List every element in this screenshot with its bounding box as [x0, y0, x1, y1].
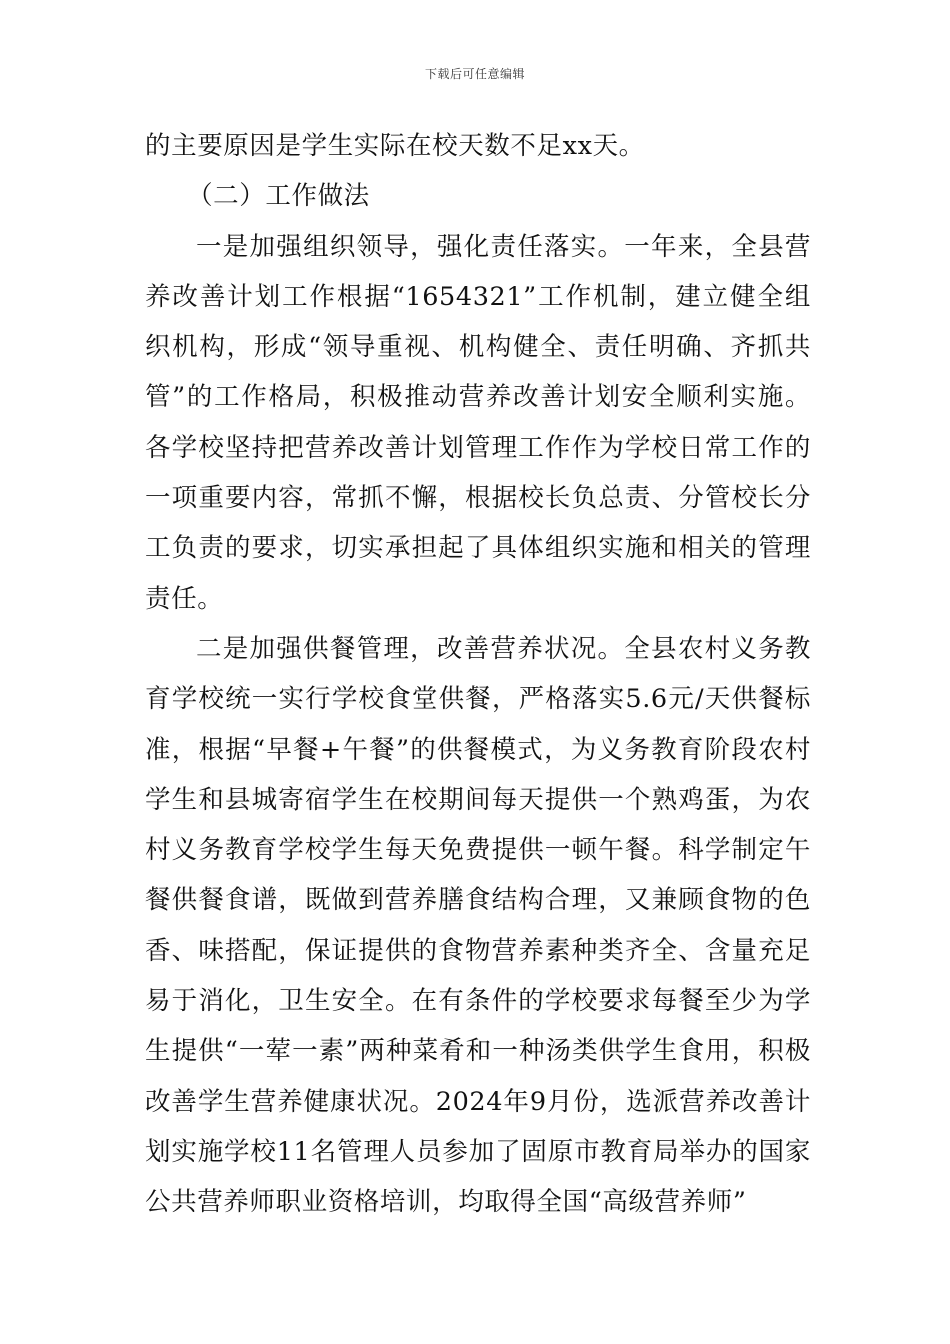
section-heading: （二）工作做法 — [187, 181, 370, 212]
page-header: 下载后可任意编辑 — [424, 67, 525, 81]
paragraph-continuation: 的主要原因是学生实际在校天数不足xx天。 — [145, 131, 645, 161]
paragraph-organization: 一是加强组织领导，强化责任落实。一年来，全县营养改善计划工作根据“1654321”工作机制，建立健全组织机构，形成“领导重视、机构健全、责任明确、齐抓共管”的工作格局，积极推动营养改善计划安全顺利实施。各学校坚持把营养改善计划管理工作作为学校日常工作的一项重要内容，常抓不懈，根据校长负总责、分管校长分工负责的要求，切实承担起了具体组织实施和相关的管理责任。 — [145, 231, 811, 614]
paragraph-meal-management: 二是加强供餐管理，改善营养状况。全县农村义务教育学校统一实行学校食堂供餐，严格落实5.6元/天供餐标准，根据“早餐+午餐”的供餐模式，为义务教育阶段农村学生和县城寄宿学生在校期间每天提供一个熟鸡蛋，为农村义务教育学校学生每天免费提供一顿午餐。科学制定午餐供餐食谱，既做到营养膳食结构合理，又兼顾食物的色香、味搭配，保证提供的食物营养素种类齐全、含量充足易于消化，卫生安全。在有条件的学校要求每餐至少为学生提供“一荤一素”两种菜肴和一种汤类供学生食用，积极改善学生营养健康状况。2024年9月份，选派营养改善计划实施学校11名管理人员参加了固原市教育局举办的国家公共营养师职业资格培训，均取得全国“高级营养师” — [145, 633, 811, 1218]
document-body — [145, 121, 811, 1228]
